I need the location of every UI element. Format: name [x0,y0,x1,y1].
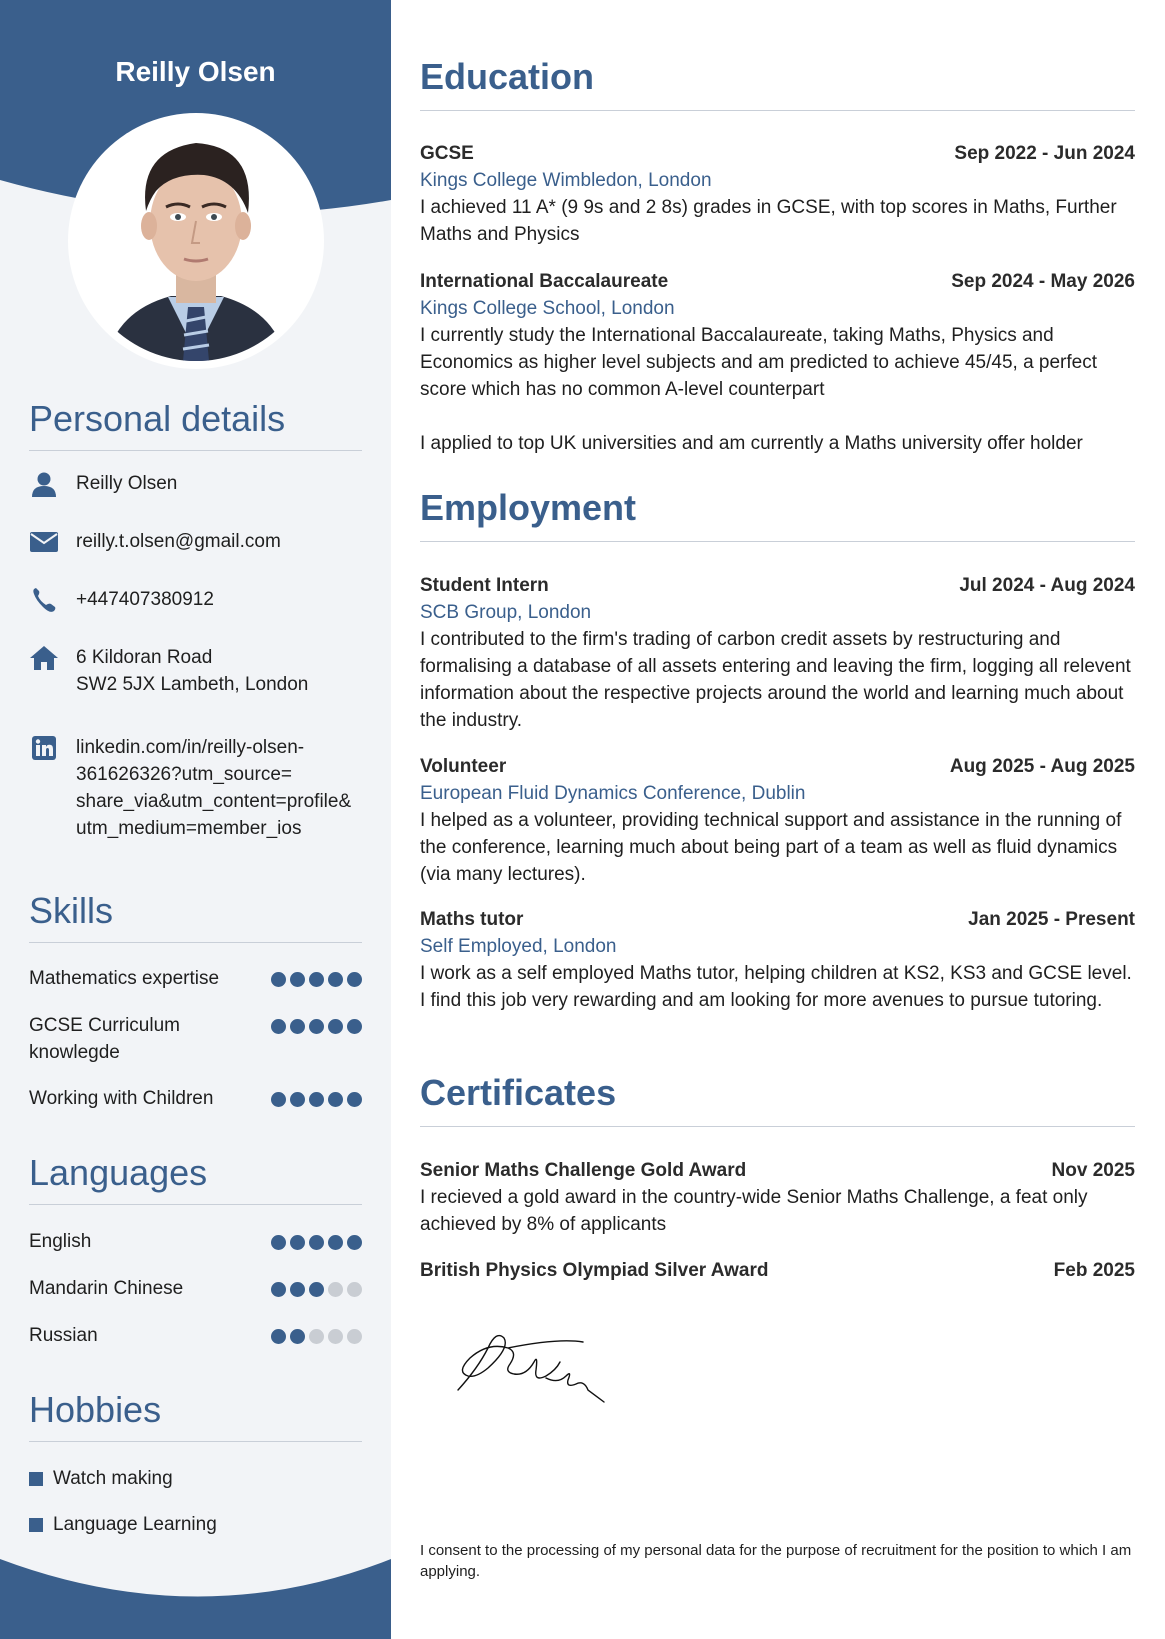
language-name: Russian [29,1325,98,1346]
rating-dot-filled [309,972,324,987]
languages-heading: Languages [29,1152,362,1205]
entry-title: Maths tutor [420,909,524,930]
rating-dot-empty [328,1282,343,1297]
entry-title: International Baccalaureate [420,271,669,292]
language-rating [271,1282,362,1297]
entry-header [420,753,1135,780]
detail-linkedin [29,734,362,842]
rating-dot-filled [290,1282,305,1297]
entry-header [420,140,1135,167]
employment-entry [420,906,1135,1014]
entry-title: GCSE [420,143,474,164]
rating-dot-filled [290,1092,305,1107]
footer-arc-decoration [0,1559,391,1639]
rating-dot-filled [271,1282,286,1297]
entry-description-text: I recieved a gold award in the country-wide Senior Maths Challenge, a feat only achieved by 8% of applicants [420,1187,1088,1235]
rating-dot-filled [271,1235,286,1250]
rating-dot-filled [347,1019,362,1034]
phone-number[interactable]: +447407380912 [76,589,214,610]
rating-dot-filled [271,1329,286,1344]
rating-dot-filled [328,1019,343,1034]
address-line-2: SW2 5JX Lambeth, London [76,674,309,695]
hobby-label: Watch making [53,1468,173,1489]
employment-entry [420,753,1135,888]
skill-item [29,965,362,992]
email-link[interactable]: reilly.t.olsen@gmail.com [76,531,281,552]
skill-name: Working with Children [29,1088,214,1109]
candidate-name-title: Reilly Olsen [115,56,276,87]
skill-item [29,1012,362,1066]
language-item [29,1275,362,1302]
detail-name [29,470,362,498]
rating-dot-filled [347,1235,362,1250]
skills-heading: Skills [29,890,362,943]
bullet-square-icon [29,1472,43,1486]
entry-header [420,906,1135,933]
rating-dot-filled [328,1092,343,1107]
rating-dot-empty [347,1329,362,1344]
entry-title: Senior Maths Challenge Gold Award [420,1160,747,1181]
entry-header [420,1157,1135,1184]
entry-dates: Nov 2025 [1051,1160,1135,1181]
entry-description [420,807,1135,888]
entry-description [420,1184,1135,1238]
entry-dates: Feb 2025 [1053,1260,1135,1281]
sidebar [0,0,391,1639]
entry-description-text: I contributed to the firm's trading of carbon credit assets by restructuring and formalising a database of all assets entering and leaving the firm, logging all relevent information about the respective projects around the world and learning much about the industry. [420,629,1131,731]
personal-details-list [29,470,362,850]
hobby-item [29,1511,217,1538]
certificate-entry [420,1257,1135,1284]
address-text [76,644,308,698]
entry-dates: Sep 2024 - May 2026 [951,271,1135,292]
skill-name: Mathematics expertise [29,968,220,989]
bullet-square-icon [29,1518,43,1532]
linkedin-url[interactable] [76,734,351,842]
rating-dot-filled [309,1282,324,1297]
employment-heading: Employment [420,487,1135,542]
entry-header [420,572,1135,599]
skill-name: GCSE Curriculum knowlegde [29,1015,180,1063]
skills-list [29,965,362,1115]
detail-email [29,528,362,556]
languages-list [29,1228,362,1358]
rating-dot-empty [328,1329,343,1344]
rating-dot-empty [347,1282,362,1297]
linkedin-line-3: share_via&utm_content=profile& [76,791,352,812]
rating-dot-filled [328,1235,343,1250]
rating-dot-empty [309,1329,324,1344]
main-content [420,0,1135,1639]
entry-organization: European Fluid Dynamics Conference, Dublin [420,783,806,804]
rating-dot-filled [347,1092,362,1107]
hobbies-section [29,1389,362,1442]
education-entry [420,140,1135,248]
hobbies-heading: Hobbies [29,1389,362,1442]
languages-section [29,1152,362,1205]
language-item [29,1322,362,1349]
entry-description [420,626,1135,734]
skills-section [29,890,362,943]
rating-dot-filled [290,1235,305,1250]
entry-description-text: I work as a self employed Maths tutor, helping children at KS2, KS3 and GCSE level. I find this job very rewarding and am looking for more avenues to pursue tutoring. [420,963,1132,1011]
linkedin-line-4: utm_medium=member_ios [76,818,302,839]
hobbies-list [29,1465,362,1545]
entry-dates: Jan 2025 - Present [968,909,1135,930]
certificates-heading: Certificates [420,1072,1135,1127]
skill-rating [271,1019,362,1034]
entry-header [420,268,1135,295]
education-entry [420,268,1135,457]
portrait-illustration [76,121,316,361]
language-item [29,1228,362,1255]
entry-description-text: I currently study the International Baccalaureate, taking Maths, Physics and Economics as higher level subjects and am predicted to achieve 45/45, a perfect score which has no common A-level counterpart [420,325,1097,400]
language-name: English [29,1231,92,1252]
rating-dot-filled [290,1329,305,1344]
language-rating [271,1329,362,1344]
entry-title: British Physics Olympiad Silver Award [420,1260,769,1281]
person-icon [29,470,59,498]
hobby-label: Language Learning [53,1514,217,1535]
rating-dot-filled [271,1092,286,1107]
address-line-1: 6 Kildoran Road [76,647,213,668]
skill-rating [271,1092,362,1107]
rating-dot-filled [271,972,286,987]
rating-dot-filled [290,972,305,987]
entry-description-text: I applied to top UK universities and am currently a Maths university offer holder [420,433,1083,454]
linkedin-line-1: linkedin.com/in/reilly-olsen- [76,737,305,758]
entry-organization: SCB Group, London [420,602,592,623]
detail-phone [29,586,362,614]
rating-dot-filled [309,1235,324,1250]
rating-dot-filled [271,1019,286,1034]
rating-dot-filled [290,1019,305,1034]
signature-image [448,1318,608,1408]
entry-description [420,194,1135,248]
detail-address [29,644,362,698]
entry-header [420,1257,1135,1284]
entry-description-text: I helped as a volunteer, providing technical support and assistance in the running of the conference, learning much about being part of a team as well as fluid dynamics (via many lectures). [420,810,1122,885]
skill-item [29,1085,362,1112]
personal-details-heading: Personal details [29,398,362,451]
entry-dates: Sep 2022 - Jun 2024 [954,143,1135,164]
language-rating [271,1235,362,1250]
entry-title: Volunteer [420,756,507,777]
rating-dot-filled [347,972,362,987]
entry-description-text: I achieved 11 A* (9 9s and 2 8s) grades in GCSE, with top scores in Maths, Further Maths and Physics [420,197,1117,245]
certificate-entry [420,1157,1135,1238]
entry-dates: Aug 2025 - Aug 2025 [949,756,1135,777]
education-heading: Education [420,56,1135,111]
entry-organization: Self Employed, London [420,936,617,957]
hobby-item [29,1465,173,1492]
entry-dates: Jul 2024 - Aug 2024 [959,575,1135,596]
personal-details-section [29,398,362,451]
entry-description [420,322,1135,457]
home-icon [29,644,59,672]
detail-name-text: Reilly Olsen [76,473,178,494]
profile-photo [76,121,316,361]
entry-title: Student Intern [420,575,549,596]
skill-rating [271,972,362,987]
entry-organization: Kings College School, London [420,298,675,319]
language-name: Mandarin Chinese [29,1278,184,1299]
consent-statement: I consent to the processing of my personal data for the purpose of recruitment for the position to which I am applying. [420,1542,1132,1580]
rating-dot-filled [309,1019,324,1034]
linkedin-line-2: 361626326?utm_source= [76,764,293,785]
envelope-icon [29,528,59,556]
entry-description [420,960,1135,1014]
phone-icon [29,586,59,614]
entry-organization: Kings College Wimbledon, London [420,170,712,191]
rating-dot-filled [309,1092,324,1107]
employment-entry [420,572,1135,734]
rating-dot-filled [328,972,343,987]
linkedin-icon [29,734,59,762]
